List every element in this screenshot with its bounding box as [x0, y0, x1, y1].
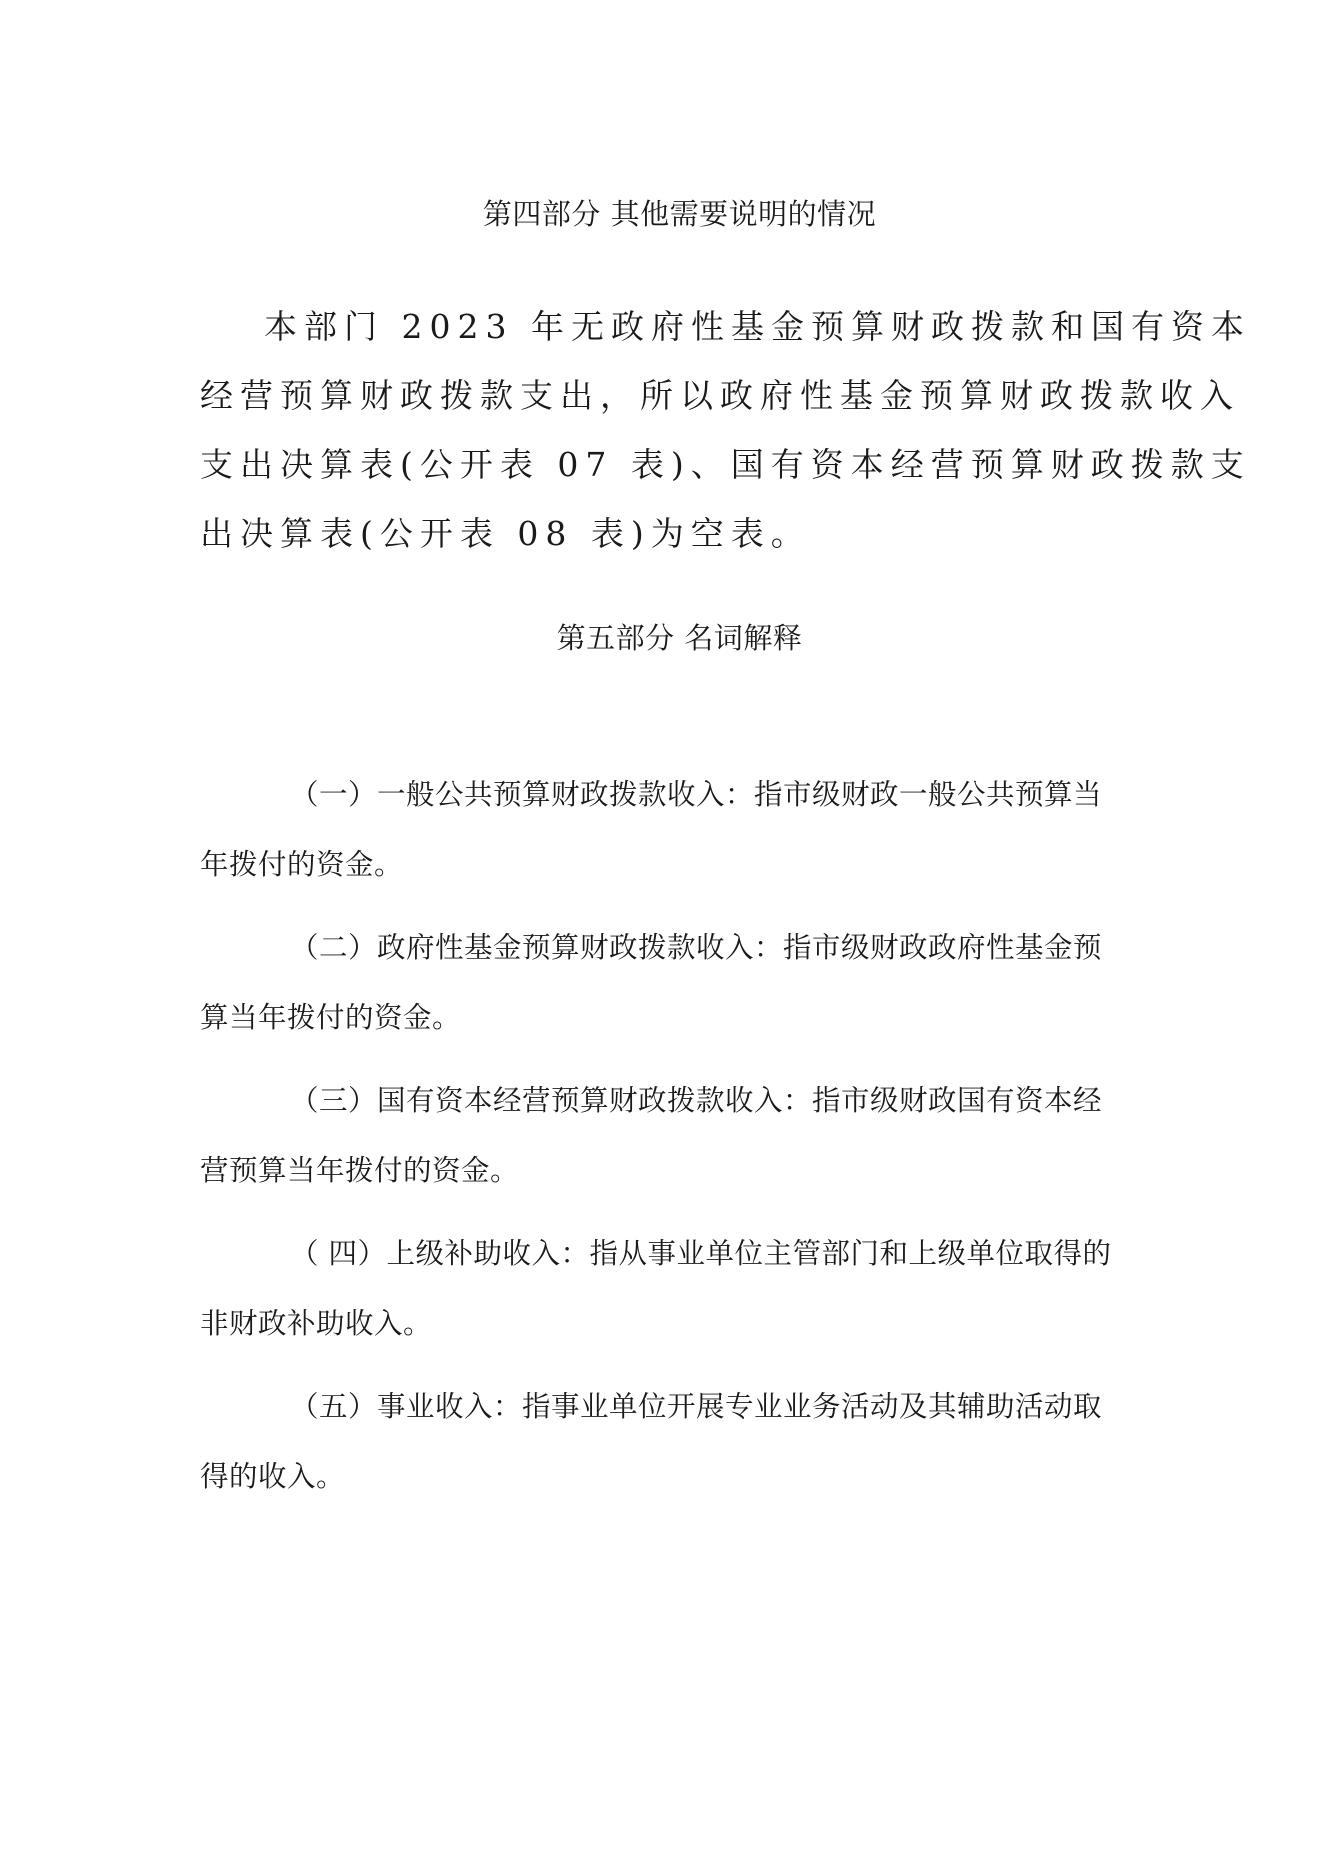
definition-4-line-1: （ 四）上级补助收入：指从事业单位主管部门和上级单位取得的: [290, 1237, 1112, 1270]
definition-1-line-2: 年拨付的资金。: [200, 848, 404, 881]
definition-2: [200, 913, 1130, 1053]
definition-4: [200, 1219, 1130, 1359]
part4-line-1: 本部门 2023 年无政府性基金预算财政拨款和国有资本: [264, 307, 1251, 346]
definition-2-line-2: 算当年拨付的资金。: [200, 1001, 462, 1034]
definition-1: [200, 760, 1130, 900]
definition-5-line-1: （五）事业收入：指事业单位开展专业业务活动及其辅助活动取: [290, 1390, 1103, 1423]
definition-3: [200, 1066, 1130, 1206]
definition-2-line-1: （二）政府性基金预算财政拨款收入：指市级财政政府性基金预: [290, 931, 1103, 964]
definition-1-line-1: （一）一般公共预算财政拨款收入：指市级财政一般公共预算当: [290, 778, 1103, 811]
part4-line-2: 经营预算财政拨款支出，所以政府性基金预算财政拨款收入: [200, 376, 1240, 415]
definition-3-line-1: （三）国有资本经营预算财政拨款收入：指市级财政国有资本经: [290, 1084, 1103, 1117]
definition-3-line-2: 营预算当年拨付的资金。: [200, 1154, 520, 1187]
definition-5: [200, 1372, 1130, 1512]
part4-heading: 第四部分 其他需要说明的情况: [482, 197, 877, 231]
part5-heading: 第五部分 名词解释: [556, 621, 803, 655]
definition-4-line-2: 非财政补助收入。: [200, 1307, 433, 1340]
definition-5-line-2: 得的收入。: [200, 1460, 346, 1493]
part4-paragraph: [200, 292, 1251, 568]
part4-line-4: 出决算表(公开表 08 表)为空表。: [200, 514, 811, 553]
part4-line-3: 支出决算表(公开表 07 表)、国有资本经营预算财政拨款支: [200, 445, 1251, 484]
